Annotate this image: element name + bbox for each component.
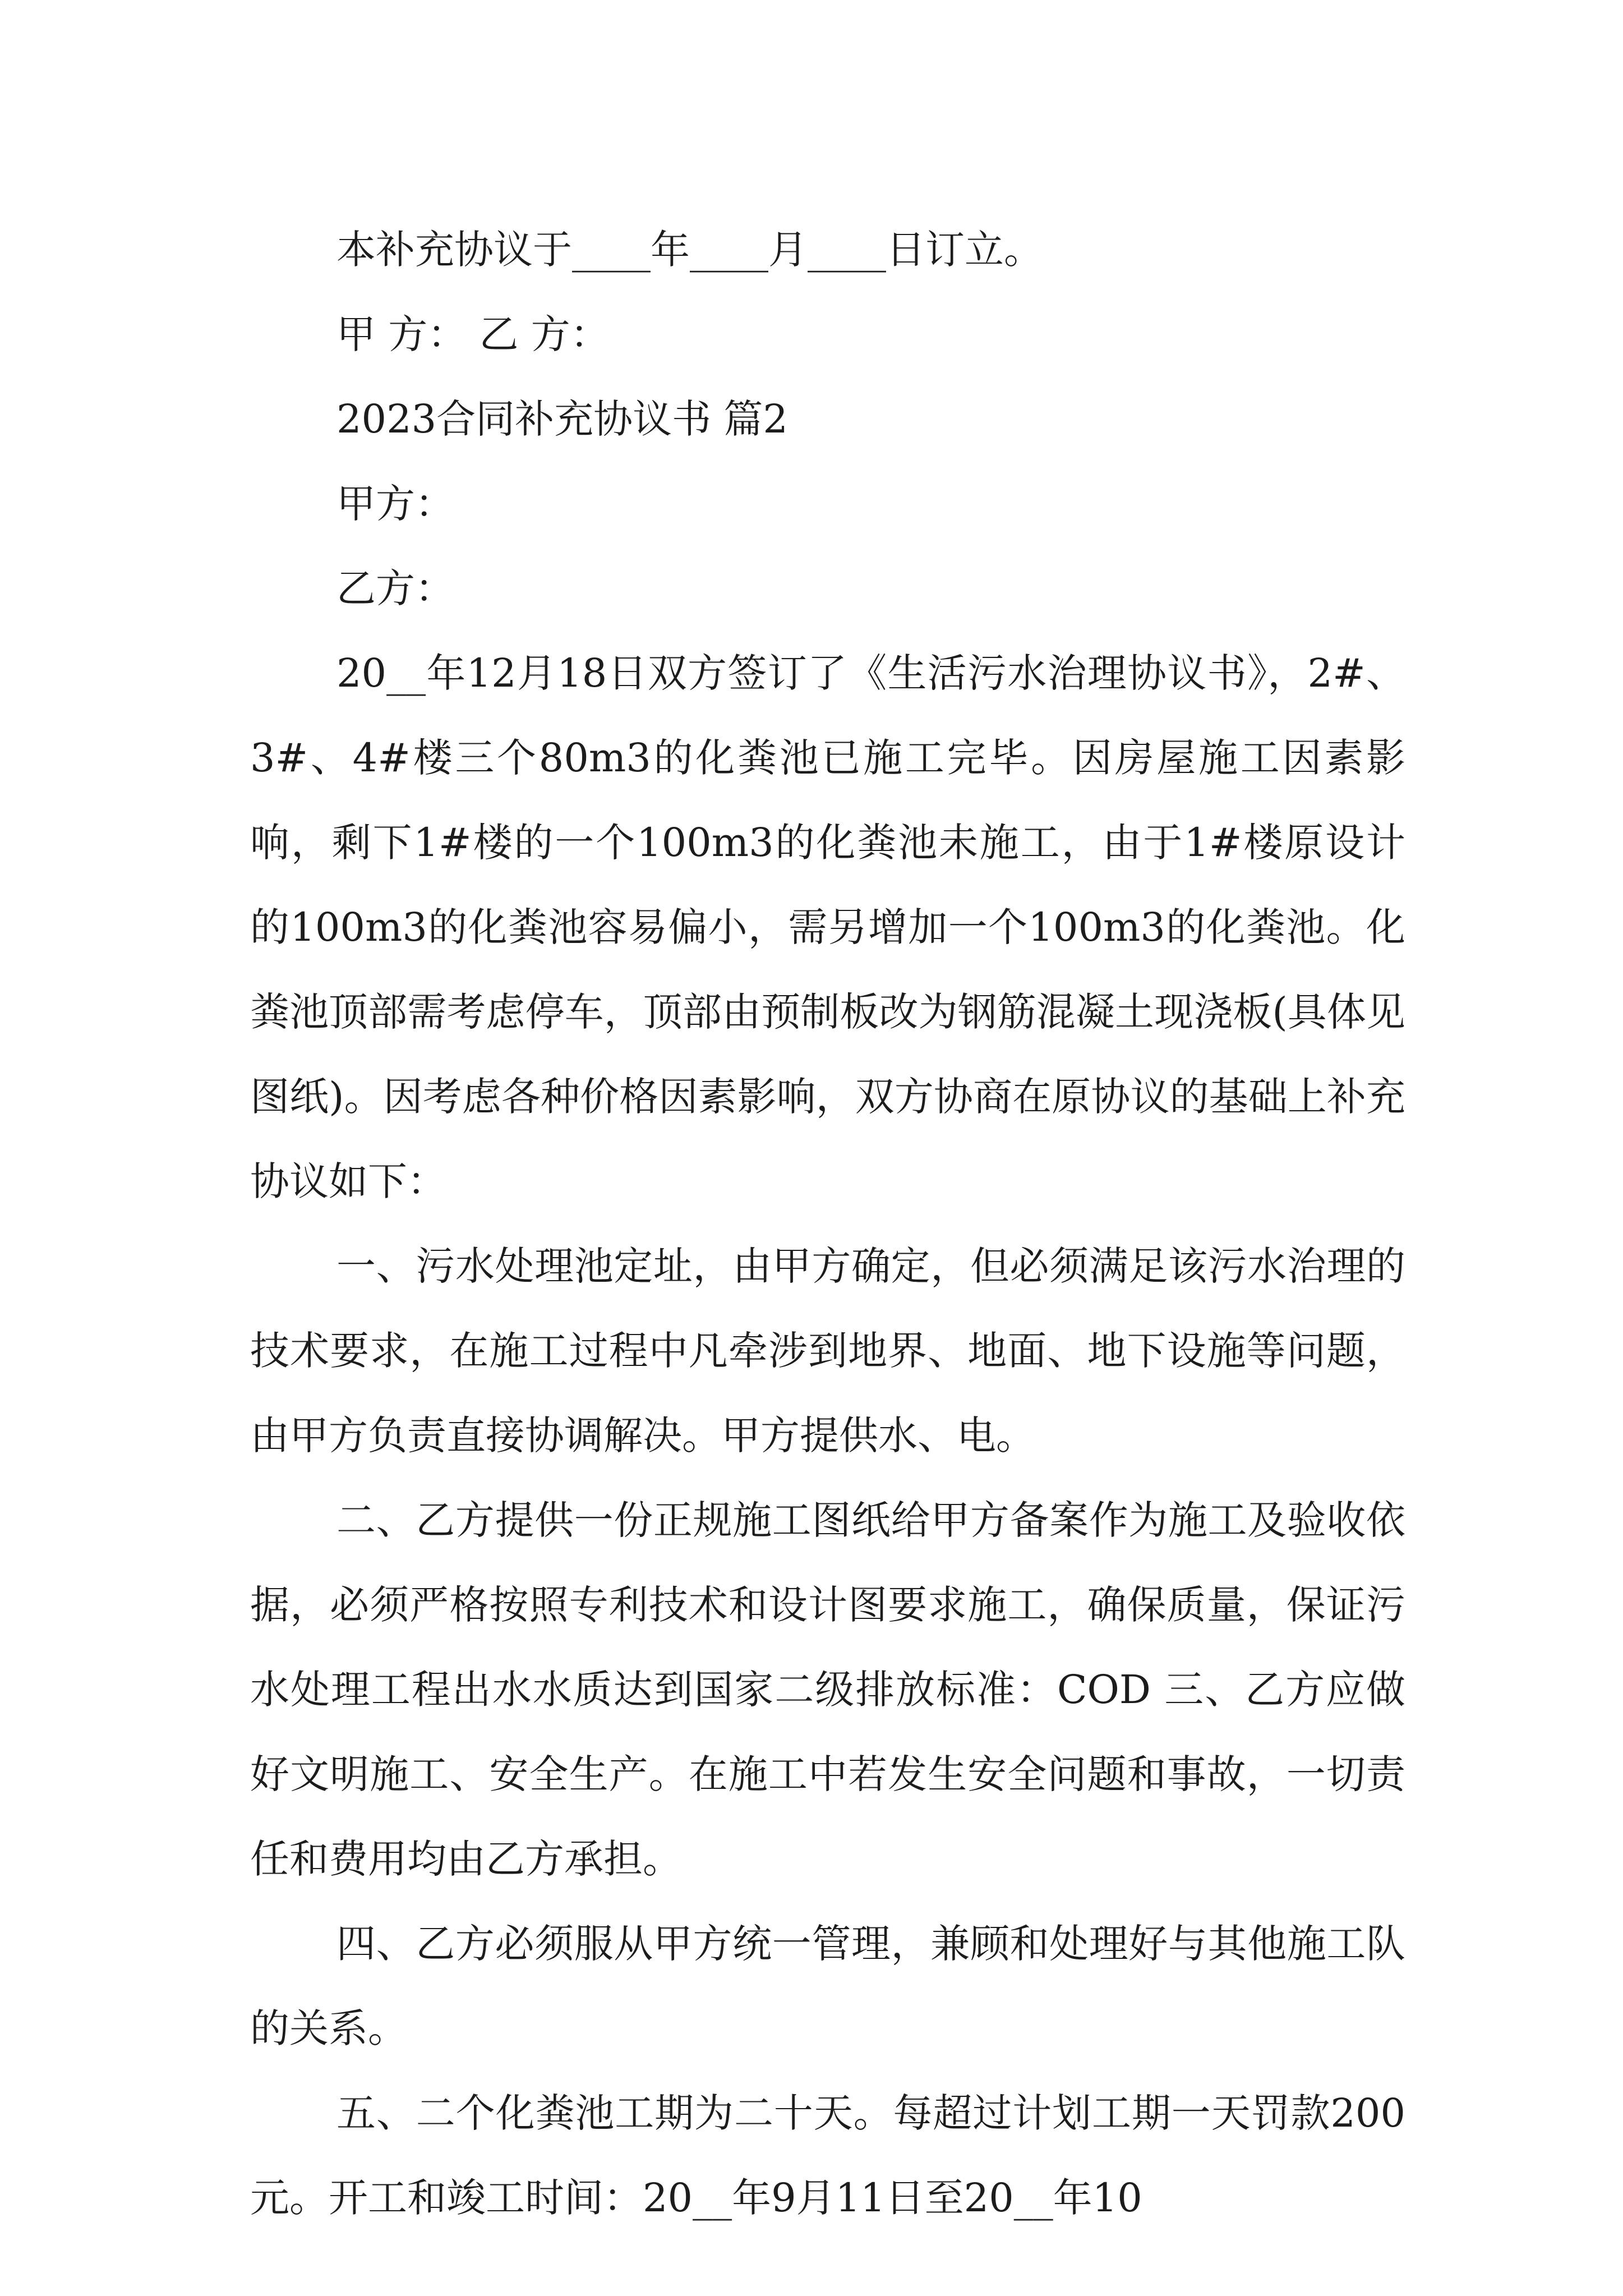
clause-2-3: 二、乙方提供一份正规施工图纸给甲方备案作为施工及验收依据，必须严格按照专利技术和设计图要求施工，确保质量，保证污水处理工程出水水质达到国家二级排放标准：COD 三、乙方应做好文明施工、安全生产。在施工中若发生安全问题和事故，一切责任和费用均由乙方承担。	[250, 1497, 1405, 1882]
signing-date-line: 本补充协议于____年____月____日订立。	[336, 227, 1043, 273]
parties-signature-line: 甲 方： 乙 方：	[336, 311, 610, 357]
party-a-line: 甲方：	[336, 481, 454, 527]
clause-1: 一、污水处理池定址，由甲方确定，但必须满足该污水治理的技术要求，在施工过程中凡牵涉到地界、地面、地下设施等问题，由甲方负责直接协调解决。甲方提供水、电。	[250, 1243, 1405, 1458]
document-body	[250, 208, 1405, 2240]
clause-5: 五、二个化粪池工期为二十天。每超过计划工期一天罚款200元。开工和竣工时间：20__年9月11日至20__年10	[250, 2090, 1405, 2221]
clause-4: 四、乙方必须服从甲方统一管理，兼顾和处理好与其他施工队的关系。	[250, 1921, 1405, 2051]
section-heading: 2023合同补充协议书 篇2	[336, 396, 788, 442]
background-paragraph: 20__年12月18日双方签订了《生活污水治理协议书》，2#、3#、4#楼三个80m3的化粪池已施工完毕。因房屋施工因素影响，剩下1#楼的一个100m3的化粪池未施工，由于1#楼原设计的100m3的化粪池容易偏小，需另增加一个100m3的化粪池。化粪池顶部需考虑停车，顶部由预制板改为钢筋混凝土现浇板(具体见图纸)。因考虑各种价格因素影响，双方协商在原协议的基础上补充协议如下：	[250, 650, 1405, 1204]
party-b-line: 乙方：	[336, 565, 454, 611]
